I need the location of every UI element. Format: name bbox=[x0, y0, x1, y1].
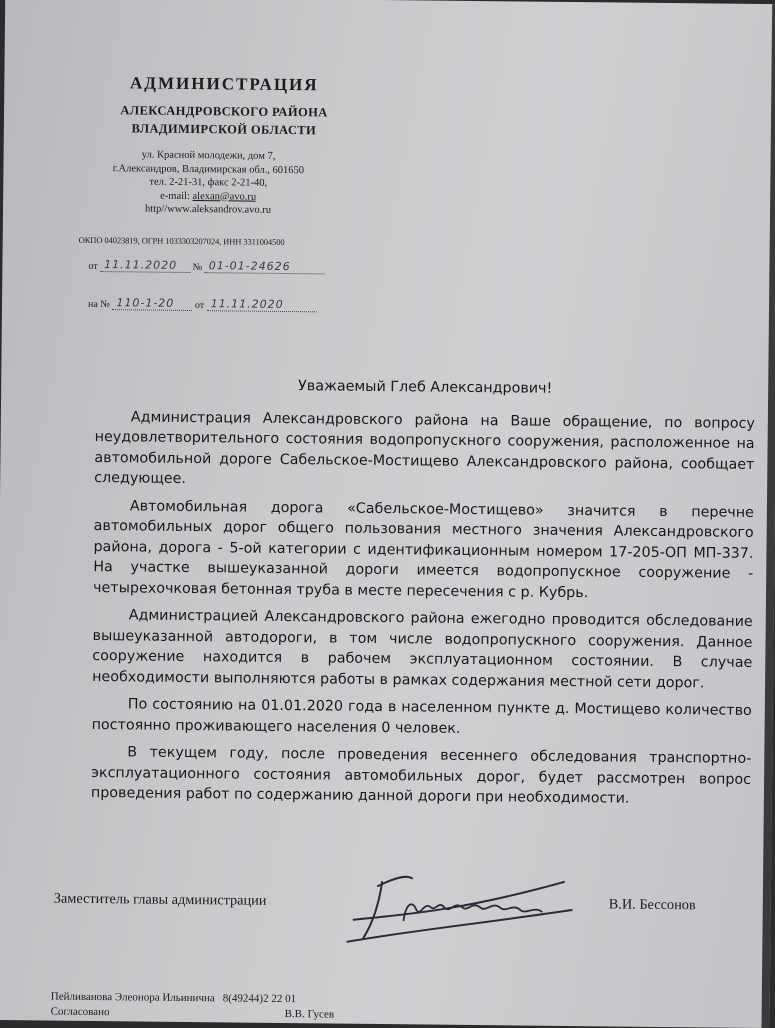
letterhead-region: ВЛАДИМИРСКОЙ ОБЛАСТИ bbox=[131, 121, 317, 138]
handwritten-signature bbox=[333, 860, 574, 953]
reply-from-label: от bbox=[194, 300, 205, 312]
ref-num-value: 01-01-24626 bbox=[208, 259, 291, 274]
approved-label: Согласовано bbox=[50, 1005, 110, 1019]
letterhead-district: АЛЕКСАНДРОВСКОГО РАЙОНА bbox=[120, 103, 328, 120]
ref-from-field bbox=[100, 259, 190, 273]
greeting: Уважаемый Глеб Александрович! bbox=[298, 378, 553, 397]
ref-from-value: 11.11.2020 bbox=[104, 258, 178, 272]
address-phone: тел. 2-21-31, факс 2-21-40, bbox=[149, 176, 268, 189]
footer-block bbox=[50, 990, 335, 1023]
letter-body bbox=[91, 374, 756, 817]
paragraph-2: Автомобильная дорога «Сабельское-Мостищево» значится в перечне автомобильных дорог общего пользования местного значения Александровского района, дорога - 5-ой категории с идентификационным номером 17-205-ОП МП-337. На участке вышеуказанной дороги имеется водопропускное сооружение - четырехочковая бетонная труба в месте пересечения с р. Кубрь. bbox=[92, 497, 754, 601]
page-edge bbox=[761, 4, 775, 1028]
ref-num-field bbox=[205, 260, 325, 274]
email-label: e-mail: bbox=[160, 190, 190, 202]
reply-ref-line bbox=[88, 297, 317, 312]
letterhead-title: АДМИНИСТРАЦИЯ bbox=[129, 73, 319, 95]
ref-num-label: № bbox=[192, 262, 203, 274]
signatory-position: Заместитель главы администрации bbox=[53, 890, 267, 909]
paragraph-5: В текущем году, после проведения весеннего обследования транспортно-эксплуатационного состояния автомобильных дорог, будет рассмотрен вопрос проведения работ по содержанию данной дороги при необходимости. bbox=[90, 744, 752, 807]
letterhead bbox=[74, 73, 375, 139]
executor-name: Пейливанова Элеонора Ильинична bbox=[50, 990, 215, 1005]
registration-codes: ОКПО 04023819, ОГРН 1033303207024, ИНН 3311004500 bbox=[78, 234, 285, 247]
address-street: ул. Красной молодежи, дом 7, bbox=[141, 149, 276, 162]
signature-block bbox=[53, 887, 734, 914]
outgoing-ref-line bbox=[88, 259, 324, 274]
address-city: г.Александров, Владимирская обл., 601650 bbox=[112, 162, 305, 176]
approved-name: В.В. Гусев bbox=[284, 1008, 335, 1021]
reply-from-field bbox=[207, 298, 317, 312]
reply-num-value: 110-1-20 bbox=[116, 296, 175, 310]
email-value: alexan@avo.ru bbox=[192, 190, 257, 203]
address-website: http//www.aleksandrov.avo.ru bbox=[144, 203, 272, 216]
ref-from-label: от bbox=[88, 260, 98, 273]
executor-phone: 8(49244)2 22 01 bbox=[222, 992, 297, 1006]
address-block bbox=[83, 148, 334, 218]
paragraph-4: По состоянию на 01.01.2020 года в населенном пункте д. Мостищево количество постоянно проживающего населения 0 человек. bbox=[91, 696, 752, 737]
paragraph-1: Администрация Александровского района на Ваше обращение, по вопросу неудовлетворительного состояния водопропускного сооружения, расположенное на автомобильной дороге Сабельское-Мостищево Александровского района, сообщает следующее. bbox=[94, 408, 755, 487]
reply-from-value: 11.11.2020 bbox=[210, 297, 284, 311]
signatory-name: В.И. Бессонов bbox=[608, 896, 696, 914]
reply-num-label: на № bbox=[87, 298, 110, 311]
paragraph-3: Администрацией Александровского района ежегодно проводится обследование вышеуказанной автодороги, в том числе водопропускного сооружения. Данное сооружение находится в рабочем эксплуатационном состоянии. В случае необходимости выполняются работы в рамках содержания местной сети дорог. bbox=[92, 607, 753, 691]
reply-num-field bbox=[112, 297, 192, 311]
